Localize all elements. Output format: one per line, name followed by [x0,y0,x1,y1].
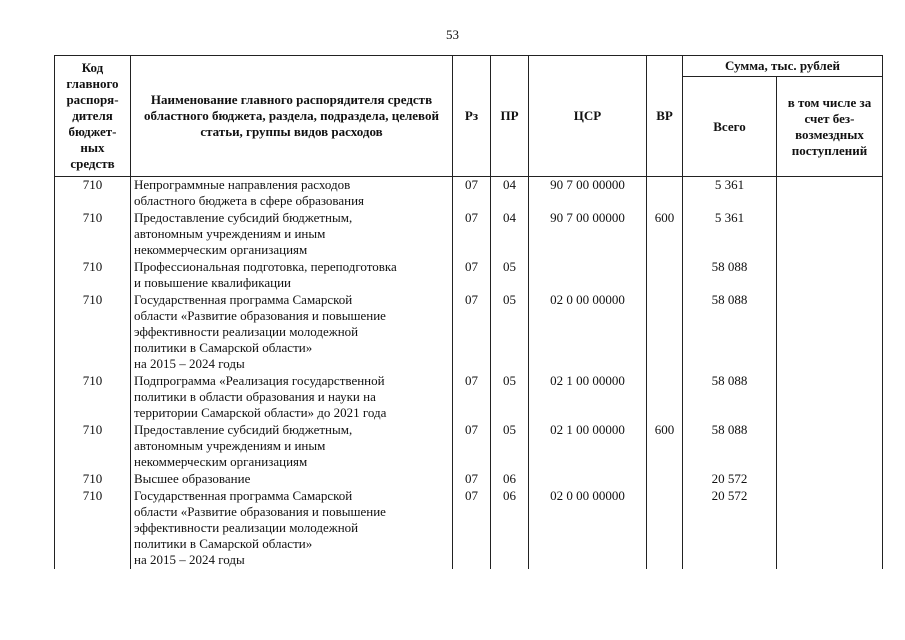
table-row [55,259,883,292]
cell-code: 710 [55,471,131,488]
cell-name: Государственная программа Самарской области «Развитие образования и повышение эффективности реализации молодежной политики в Самарской области» на 2015 – 2024 годы [131,488,453,569]
cell-vr [647,177,683,211]
cell-vr [647,292,683,373]
cell-vr [647,373,683,422]
cell-grant [777,292,883,373]
cell-code: 710 [55,422,131,471]
cell-total: 5 361 [683,210,777,259]
cell-grant [777,488,883,569]
header-csr: ЦСР [529,56,647,177]
cell-csr: 02 1 00 00000 [529,373,647,422]
cell-rz: 07 [453,488,491,569]
table-row [55,471,883,488]
cell-grant [777,177,883,211]
cell-total: 58 088 [683,373,777,422]
cell-pr: 06 [491,471,529,488]
cell-csr [529,471,647,488]
cell-csr: 02 0 00 00000 [529,292,647,373]
cell-grant [777,259,883,292]
page-number: 53 [446,27,459,42]
header-row-1 [55,56,883,77]
cell-rz: 07 [453,210,491,259]
cell-vr: 600 [647,422,683,471]
cell-name: Предоставление субсидий бюджетным, автономным учреждениям и иным некоммерческим организациям [131,210,453,259]
cell-code: 710 [55,210,131,259]
table-row [55,177,883,211]
header-rz: Рз [453,56,491,177]
cell-pr: 05 [491,373,529,422]
cell-rz: 07 [453,177,491,211]
cell-vr [647,471,683,488]
cell-grant [777,373,883,422]
cell-rz: 07 [453,422,491,471]
cell-rz: 07 [453,259,491,292]
cell-csr: 02 0 00 00000 [529,488,647,569]
header-code: Код главного распоря-дителя бюджет-ных средств [55,56,131,177]
cell-total: 58 088 [683,422,777,471]
cell-csr: 02 1 00 00000 [529,422,647,471]
table-row [55,210,883,259]
header-pr: ПР [491,56,529,177]
cell-vr: 600 [647,210,683,259]
cell-grant [777,422,883,471]
cell-pr: 04 [491,210,529,259]
cell-code: 710 [55,373,131,422]
cell-grant [777,210,883,259]
cell-code: 710 [55,177,131,211]
table-row [55,292,883,373]
cell-rz: 07 [453,292,491,373]
cell-pr: 05 [491,292,529,373]
cell-total: 20 572 [683,471,777,488]
table-row [55,373,883,422]
cell-vr [647,259,683,292]
cell-rz: 07 [453,373,491,422]
cell-pr: 04 [491,177,529,211]
header-name: Наименование главного распорядителя средств областного бюджета, раздела, подраздела, целевой статьи, группы видов расходов [131,56,453,177]
cell-name: Непрограммные направления расходов областного бюджета в сфере образования [131,177,453,211]
cell-name: Государственная программа Самарской области «Развитие образования и повышение эффективности реализации молодежной политики в Самарской области» на 2015 – 2024 годы [131,292,453,373]
cell-code: 710 [55,259,131,292]
cell-name: Подпрограмма «Реализация государственной политики в области образования и науки на территории Самарской области» до 2021 года [131,373,453,422]
cell-pr: 06 [491,488,529,569]
cell-csr: 90 7 00 00000 [529,177,647,211]
cell-total: 20 572 [683,488,777,569]
header-vr: ВР [647,56,683,177]
cell-code: 710 [55,488,131,569]
cell-pr: 05 [491,422,529,471]
header-grant: в том числе за счет без-возмездных поступлений [777,77,883,177]
budget-table [54,55,883,569]
header-total: Всего [683,77,777,177]
header-sum-group: Сумма, тыс. рублей [683,56,883,77]
cell-total: 58 088 [683,292,777,373]
table-row [55,488,883,569]
table-row [55,422,883,471]
cell-rz: 07 [453,471,491,488]
cell-name: Высшее образование [131,471,453,488]
cell-code: 710 [55,292,131,373]
cell-vr [647,488,683,569]
cell-pr: 05 [491,259,529,292]
cell-csr: 90 7 00 00000 [529,210,647,259]
cell-csr [529,259,647,292]
cell-total: 58 088 [683,259,777,292]
cell-grant [777,471,883,488]
cell-total: 5 361 [683,177,777,211]
cell-name: Предоставление субсидий бюджетным, автономным учреждениям и иным некоммерческим организациям [131,422,453,471]
cell-name: Профессиональная подготовка, переподготовка и повышение квалификации [131,259,453,292]
